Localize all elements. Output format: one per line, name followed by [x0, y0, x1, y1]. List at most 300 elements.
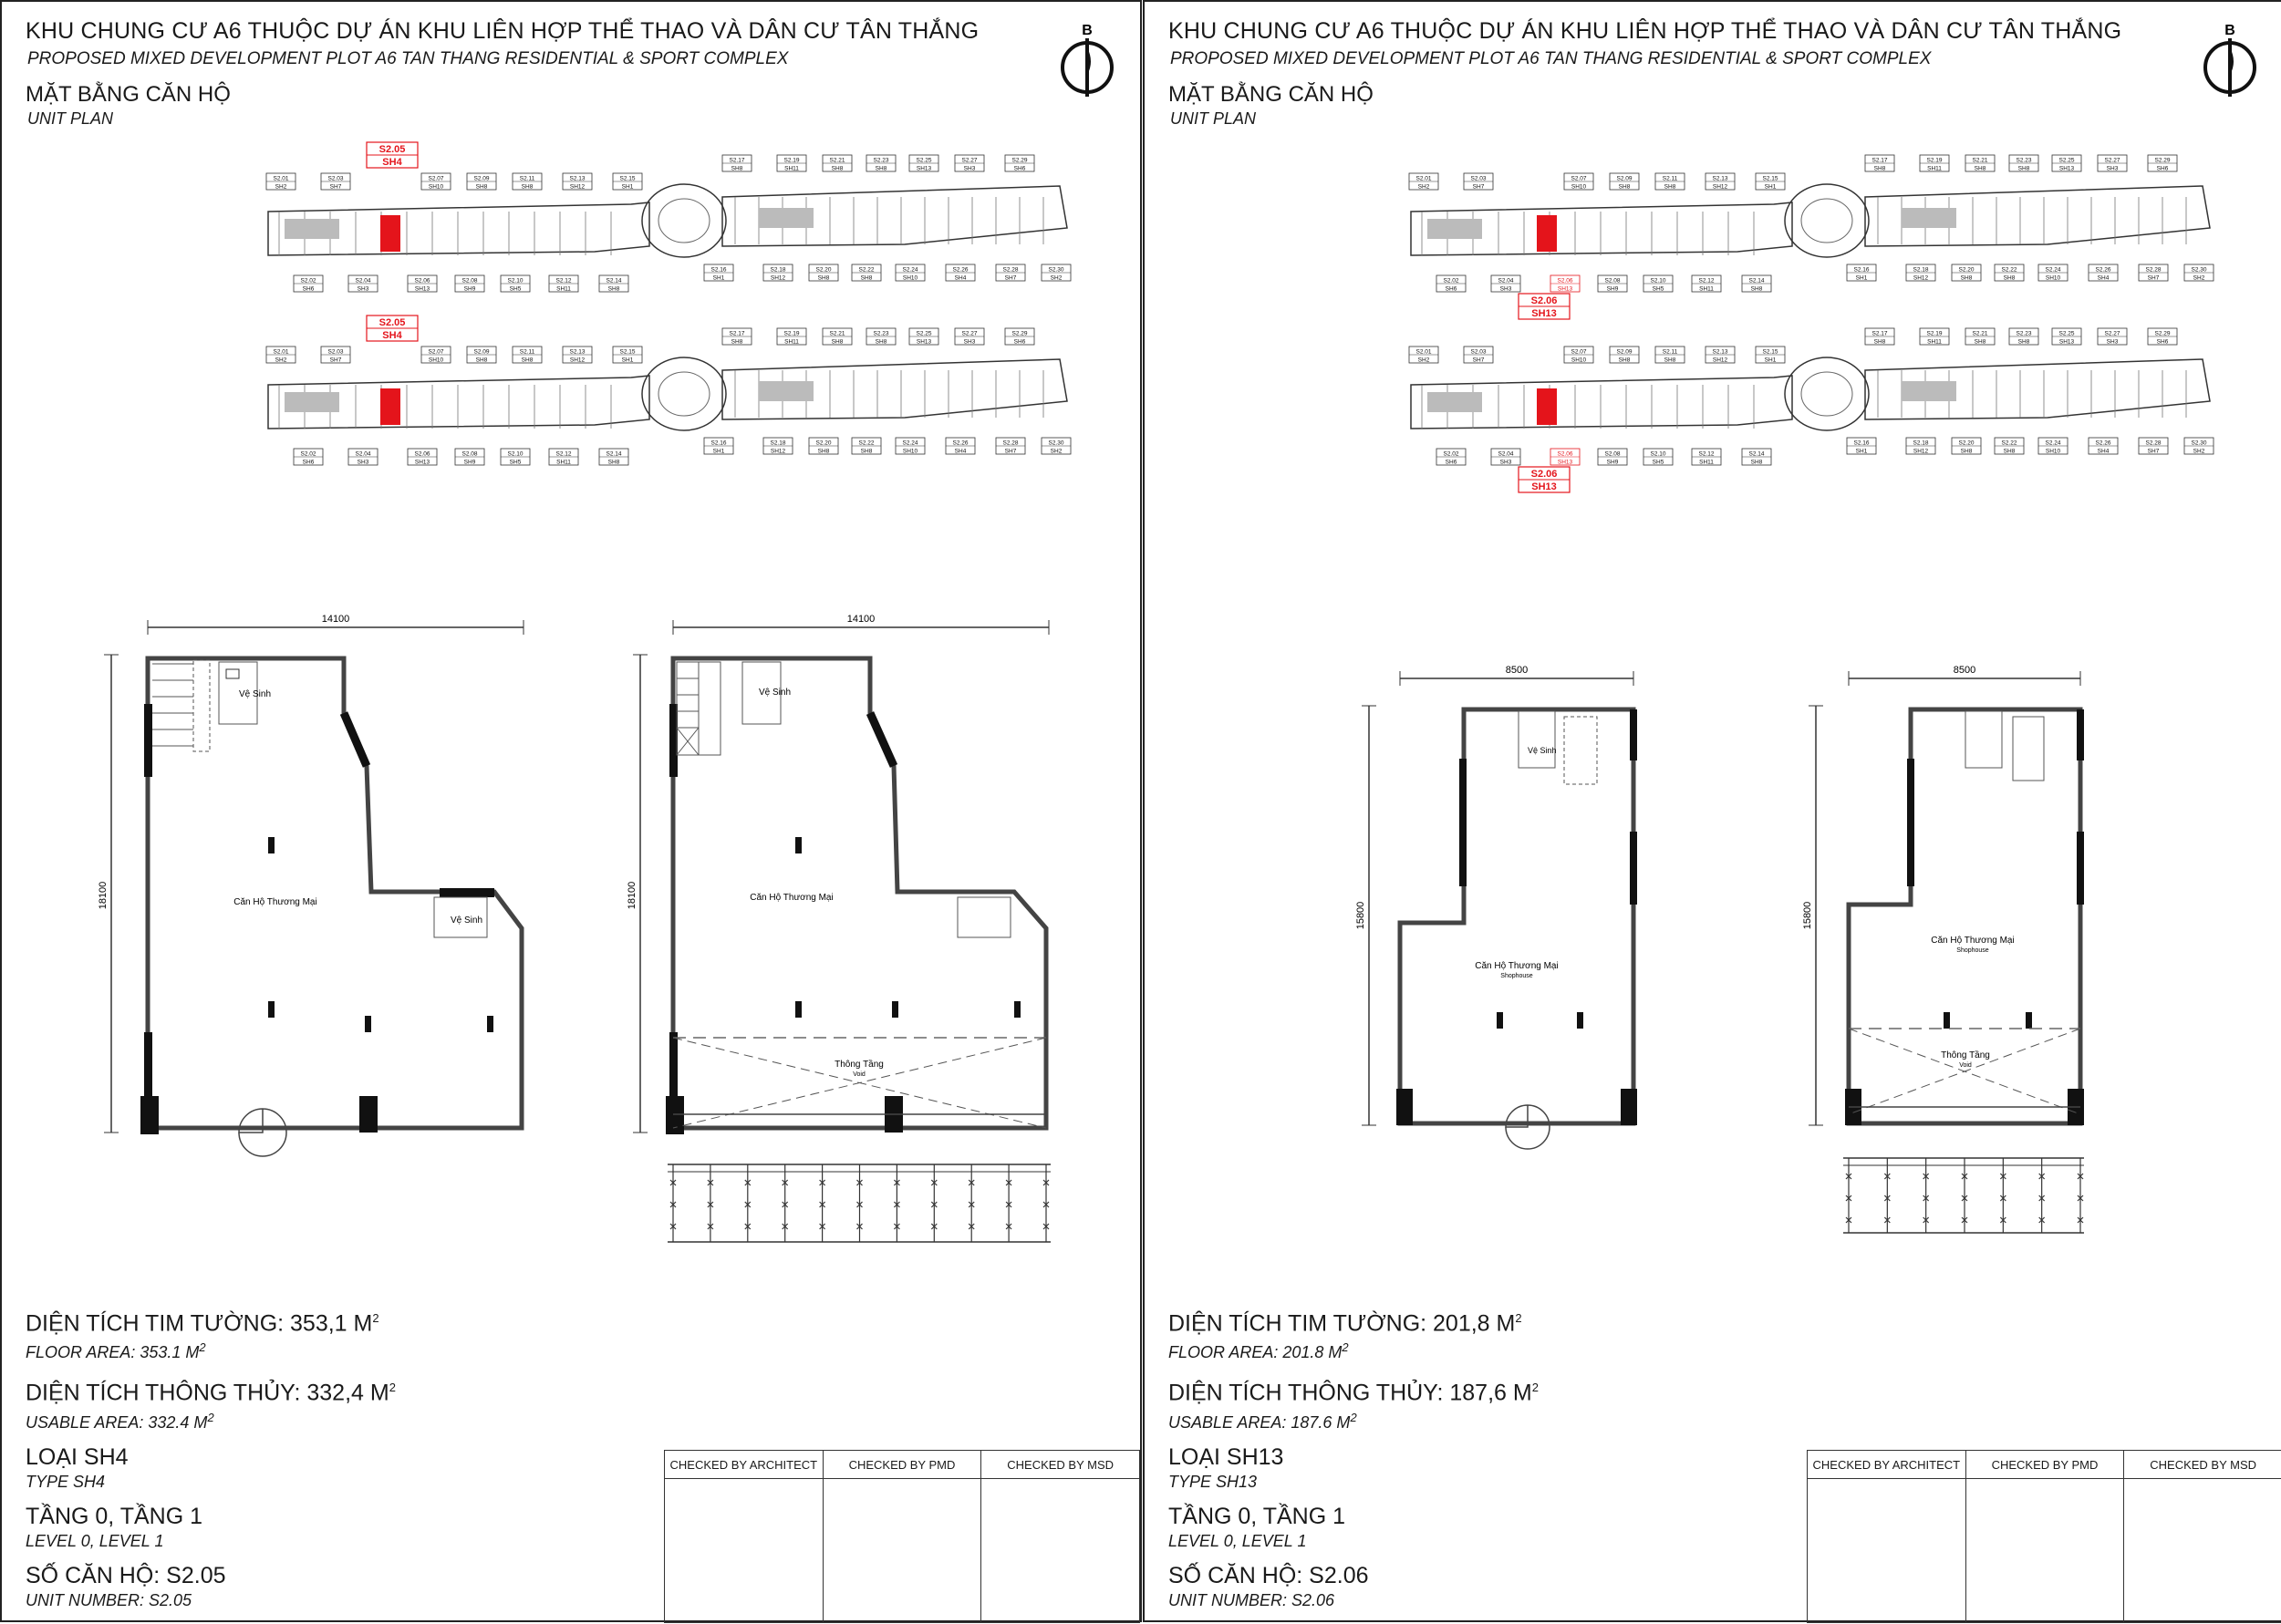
unit-tag-S2-07 — [421, 173, 451, 191]
unit-tag-code: S2.27 — [2104, 330, 2120, 337]
unit-tag-type: SH10 — [2045, 274, 2061, 282]
unit-tag-type: SH8 — [2003, 448, 2016, 455]
unit-tag-S2-17 — [722, 328, 752, 346]
sq-superscript-2: 2 — [389, 1381, 396, 1395]
unit-tag-code: S2.09 — [1616, 348, 1633, 356]
unit-tag-S2-23 — [866, 155, 896, 172]
unit-tag-code: S2.13 — [569, 348, 586, 356]
room-label-l1: Căn Hộ Thương Mại — [1931, 936, 2015, 946]
sq-superscript: 2 — [1515, 1311, 1522, 1325]
unit-tag-S2-20 — [809, 264, 838, 282]
highlight-callout — [1519, 467, 1570, 492]
unit-tag-type: SH1 — [712, 448, 725, 455]
unit-tag-type: SH8 — [475, 183, 488, 191]
unit-tag-S2-26 — [946, 264, 975, 282]
unit-tag-code: S2.30 — [2191, 440, 2207, 447]
unit-tag-code: S2.18 — [1913, 440, 1929, 447]
unit-tag-code: S2.08 — [461, 450, 478, 458]
signature-cell-pmd[interactable] — [823, 1479, 981, 1623]
unit-info — [26, 1304, 646, 1621]
unit-tag-S2-27 — [955, 328, 984, 346]
unit-tag-type: SH12 — [569, 357, 586, 364]
unit-tag-S2-21 — [1965, 328, 1995, 346]
unit-tag-type: SH1 — [621, 357, 634, 364]
unit-tag-S2-29 — [1005, 328, 1034, 346]
unit-tag-S2-21 — [1965, 155, 1995, 172]
unit-tag-S2-23 — [2009, 328, 2038, 346]
unit-tag-S2-09 — [1610, 347, 1639, 364]
unit-tag-S2-30 — [1042, 264, 1071, 282]
unit-tag-type: SH13 — [1557, 459, 1573, 466]
unit-tag-S2-20 — [1952, 264, 1981, 282]
checked-by-msd: CHECKED BY MSD — [2124, 1451, 2281, 1479]
unit-tag-code: S2.07 — [1571, 175, 1587, 182]
unit-tag-S2-10 — [1643, 275, 1673, 293]
unit-tag-code: S2.07 — [428, 348, 444, 356]
plan-level-0 — [98, 614, 524, 1156]
unit-tag-code: S2.30 — [2191, 266, 2207, 274]
unit-tag-code: S2.11 — [1662, 175, 1678, 182]
keyplan-core — [759, 208, 814, 228]
unit-tag-S2-01 — [1409, 347, 1438, 364]
north-label: B — [2224, 23, 2235, 38]
unit-tag-code: S2.19 — [1926, 157, 1943, 164]
usable-area-vn: DIỆN TÍCH THÔNG THỦY: 187,6 M — [1168, 1380, 1532, 1406]
unit-tag-type: SH8 — [521, 183, 534, 191]
unit-tag-type: SH8 — [1974, 338, 1986, 346]
unit-tag-S2-25 — [2052, 155, 2081, 172]
unit-tag-type: SH8 — [1618, 357, 1631, 364]
dimension-width: 14100 — [321, 614, 350, 625]
project-title-en: PROPOSED MIXED DEVELOPMENT PLOT A6 TAN THANG RESIDENTIAL & SPORT COMPLEX — [27, 49, 789, 68]
atrium-core — [658, 372, 710, 416]
unit-tag-S2-08 — [1598, 275, 1627, 293]
unit-tag-type: SH2 — [1050, 274, 1063, 282]
unit-tag-code: S2.20 — [815, 440, 832, 447]
dimension-width-l1: 8500 — [1953, 665, 1976, 676]
unit-tag-type: SH5 — [1652, 285, 1664, 293]
unit-tag-type: SH8 — [475, 357, 488, 364]
unit-tag-type: SH8 — [860, 448, 873, 455]
unit-tag-code: S2.01 — [273, 348, 289, 356]
section-title-vn: MẶT BẰNG CĂN HỘ — [26, 82, 231, 107]
unit-tag-S2-29 — [2148, 155, 2177, 172]
unit-tag-type: SH8 — [731, 165, 743, 172]
unit-tag-code: S2.14 — [606, 277, 622, 284]
keyplan-core — [1427, 219, 1482, 239]
unit-tag-type: SH13 — [2058, 338, 2075, 346]
unit-tag-S2-07 — [1564, 347, 1593, 364]
unit-tag-code: S2.29 — [2154, 157, 2171, 164]
unit-tag-S2-18 — [1906, 264, 1935, 282]
unit-tag-code: S2.06 — [414, 277, 430, 284]
dimension-height-l1: 18100 — [627, 881, 638, 910]
unit-tag-type: SH10 — [1571, 357, 1587, 364]
unit-tag-code: S2.15 — [1762, 348, 1778, 356]
unit-tag-type: SH2 — [275, 183, 287, 191]
unit-tag-type: SH2 — [275, 357, 287, 364]
unit-tag-code: S2.24 — [2045, 266, 2061, 274]
section-title-en: UNIT PLAN — [27, 109, 114, 128]
unit-tag-S2-28 — [996, 264, 1025, 282]
sq-superscript-2-en: 2 — [207, 1410, 214, 1424]
unit-tag-type: SH8 — [2003, 274, 2016, 282]
unit-tag-S2-06 — [1550, 449, 1580, 466]
unit-tag-type: SH13 — [1557, 285, 1573, 293]
unit-tag-type: SH7 — [1472, 357, 1485, 364]
unit-tag-code: S2.21 — [1972, 330, 1988, 337]
unit-tag-code: S2.10 — [507, 277, 524, 284]
unit-tag-code: S2.29 — [2154, 330, 2171, 337]
unit-tag-code: S2.26 — [952, 266, 969, 274]
unit-tag-type: SH2 — [1417, 183, 1430, 191]
unit-tag-S2-25 — [909, 328, 938, 346]
unit-tag-S2-04 — [348, 275, 378, 293]
sq-superscript-en: 2 — [199, 1340, 206, 1355]
unit-tag-S2-22 — [852, 264, 881, 282]
floor-area-vn: DIỆN TÍCH TIM TƯỜNG: 201,8 M — [1168, 1310, 1516, 1337]
unit-tag-code: S2.21 — [1972, 157, 1988, 164]
signature-cell-msd[interactable] — [981, 1479, 1140, 1623]
sq-superscript-2: 2 — [1531, 1381, 1539, 1395]
checked-by-architect: CHECKED BY ARCHITECT — [665, 1451, 824, 1479]
callout-type: SH4 — [382, 157, 402, 168]
unit-tag-type: SH8 — [875, 338, 887, 346]
unit-tag-S2-14 — [1742, 275, 1771, 293]
unit-tag-code: S2.01 — [1415, 175, 1432, 182]
unit-tag-S2-15 — [613, 347, 642, 364]
room-label-l1: Căn Hộ Thương Mại — [750, 893, 834, 903]
unit-tag-code: S2.25 — [916, 330, 932, 337]
unit-tag-type: SH6 — [1013, 338, 1026, 346]
unit-number-en: UNIT NUMBER: S2.06 — [1168, 1590, 1335, 1609]
unit-tag-code: S2.21 — [829, 330, 845, 337]
unit-tag-S2-19 — [777, 155, 806, 172]
unit-tag-S2-11 — [1655, 173, 1685, 191]
unit-tag-code: S2.19 — [783, 157, 800, 164]
unit-tag-code: S2.25 — [916, 157, 932, 164]
unit-tag-code: S2.29 — [1011, 330, 1028, 337]
unit-tag-S2-29 — [1005, 155, 1034, 172]
wc-label-l1: Vệ Sinh — [759, 688, 792, 698]
unit-tag-S2-08 — [455, 275, 484, 293]
signature-cell-msd[interactable] — [2124, 1479, 2281, 1623]
unit-tag-S2-13 — [563, 173, 592, 191]
checked-by-pmd: CHECKED BY PMD — [823, 1451, 981, 1479]
keyplan-floor-0 — [1409, 155, 2214, 319]
unit-tag-S2-09 — [1610, 173, 1639, 191]
dimension-height: 18100 — [98, 881, 109, 910]
wc-label: Vệ Sinh — [239, 689, 272, 699]
unit-tag-S2-11 — [1655, 347, 1685, 364]
unit-tag-type: SH3 — [357, 459, 369, 466]
unit-tag-S2-17 — [1865, 155, 1894, 172]
atrium-ring — [642, 184, 726, 257]
unit-tag-code: S2.14 — [606, 450, 622, 458]
project-title-vn: KHU CHUNG CƯ A6 THUỘC DỰ ÁN KHU LIÊN HỢP THỂ THAO VÀ DÂN CƯ TÂN THẮNG — [26, 18, 980, 44]
unit-tag-S2-16 — [704, 438, 733, 455]
unit-tag-code: S2.22 — [858, 266, 875, 274]
unit-tag-type: SH7 — [1004, 274, 1017, 282]
unit-tag-type: SH7 — [2147, 274, 2160, 282]
unit-type-en: TYPE SH4 — [26, 1472, 106, 1491]
unit-tag-type: SH3 — [2106, 338, 2119, 346]
unit-tag-S2-24 — [2038, 264, 2068, 282]
unit-tag-type: SH12 — [770, 274, 786, 282]
unit-tag-code: S2.04 — [355, 450, 371, 458]
unit-tag-S2-13 — [1706, 347, 1735, 364]
unit-tag-S2-03 — [321, 173, 350, 191]
sq-superscript-2-en: 2 — [1350, 1410, 1357, 1424]
signature-cell-architect[interactable] — [665, 1479, 824, 1623]
unit-tag-S2-16 — [1847, 264, 1876, 282]
unit-tag-code: S2.15 — [1762, 175, 1778, 182]
usable-area-en: USABLE AREA: 187.6 M — [1168, 1412, 1351, 1432]
unit-tag-code: S2.06 — [414, 450, 430, 458]
unit-tag-code: S2.04 — [355, 277, 371, 284]
highlighted-unit — [380, 388, 400, 425]
unit-tag-S2-21 — [823, 328, 852, 346]
unit-tag-S2-03 — [321, 347, 350, 364]
unit-tag-type: SH6 — [2156, 165, 2169, 172]
signature-cell-pmd[interactable] — [1965, 1479, 2124, 1623]
unit-tag-type: SH1 — [1764, 357, 1777, 364]
unit-tag-code: S2.13 — [569, 175, 586, 182]
unit-tag-code: S2.02 — [1443, 450, 1459, 458]
unit-tag-S2-22 — [852, 438, 881, 455]
unit-tag-code: S2.16 — [1853, 440, 1870, 447]
keyplan-core — [285, 219, 339, 239]
unit-tag-type: SH11 — [556, 285, 571, 293]
unit-tag-S2-12 — [549, 449, 578, 466]
unit-tag-S2-24 — [2038, 438, 2068, 455]
unit-tag-type: SH8 — [1750, 459, 1763, 466]
unit-tag-S2-19 — [1920, 328, 1949, 346]
approval-table — [664, 1450, 1140, 1623]
unit-tag-type: SH9 — [463, 285, 476, 293]
unit-tag-code: S2.28 — [1002, 266, 1019, 274]
unit-tag-code: S2.06 — [1557, 450, 1573, 458]
unit-tag-S2-17 — [1865, 328, 1894, 346]
keyplan-core — [1902, 208, 1956, 228]
unit-tag-type: SH12 — [1712, 357, 1728, 364]
approval-table — [1807, 1450, 2281, 1623]
unit-tag-code: S2.20 — [1958, 440, 1975, 447]
unit-tag-type: SH9 — [1606, 459, 1619, 466]
atrium-core — [658, 199, 710, 243]
highlighted-unit — [1537, 388, 1557, 425]
sq-superscript: 2 — [372, 1311, 379, 1325]
unit-tag-type: SH10 — [428, 183, 444, 191]
unit-tag-S2-09 — [467, 347, 496, 364]
unit-tag-type: SH2 — [1050, 448, 1063, 455]
unit-tag-S2-27 — [955, 155, 984, 172]
unit-tag-code: S2.22 — [2001, 266, 2017, 274]
unit-tag-code: S2.11 — [519, 348, 535, 356]
unit-tag-type: SH8 — [1974, 165, 1986, 172]
unit-tag-type: SH8 — [1873, 338, 1886, 346]
signature-cell-architect[interactable] — [1808, 1479, 1966, 1623]
unit-tag-code: S2.02 — [300, 450, 316, 458]
callout-code: S2.06 — [1530, 469, 1558, 480]
unit-tag-S2-30 — [2184, 264, 2214, 282]
unit-tag-type: SH13 — [916, 165, 932, 172]
unit-tag-S2-02 — [1436, 275, 1466, 293]
unit-tag-type: SH8 — [1960, 448, 1973, 455]
unit-tag-S2-28 — [996, 438, 1025, 455]
unit-tag-type: SH4 — [2097, 448, 2110, 455]
unit-tag-type: SH8 — [1618, 183, 1631, 191]
plan-level-1 — [627, 614, 1051, 1242]
void-sub: Void — [853, 1071, 866, 1078]
unit-tag-code: S2.22 — [2001, 440, 2017, 447]
unit-level-vn: TẦNG 0, TẦNG 1 — [1168, 1503, 1346, 1529]
unit-tag-S2-14 — [599, 449, 628, 466]
unit-tag-S2-25 — [909, 155, 938, 172]
unit-tag-S2-28 — [2139, 438, 2168, 455]
usable-area-en: USABLE AREA: 332.4 M — [26, 1412, 208, 1432]
unit-tag-S2-06 — [408, 449, 437, 466]
unit-tag-type: SH12 — [1913, 448, 1929, 455]
unit-tag-code: S2.19 — [1926, 330, 1943, 337]
unit-tag-type: SH9 — [463, 459, 476, 466]
unit-tag-type: SH3 — [963, 165, 976, 172]
unit-tag-S2-29 — [2148, 328, 2177, 346]
unit-tag-code: S2.16 — [710, 440, 727, 447]
unit-tag-code: S2.18 — [770, 440, 786, 447]
unit-tag-code: S2.30 — [1048, 266, 1064, 274]
unit-tag-type: SH10 — [2045, 448, 2061, 455]
highlighted-unit — [1537, 215, 1557, 252]
highlight-callout — [1519, 294, 1570, 319]
unit-tag-S2-23 — [2009, 155, 2038, 172]
unit-tag-type: SH7 — [329, 357, 342, 364]
unit-tag-code: S2.15 — [619, 348, 636, 356]
unit-tag-S2-01 — [266, 347, 295, 364]
unit-tag-code: S2.20 — [815, 266, 832, 274]
unit-tag-S2-15 — [613, 173, 642, 191]
unit-tag-S2-07 — [1564, 173, 1593, 191]
unit-tag-S2-04 — [348, 449, 378, 466]
unit-tag-type: SH7 — [329, 183, 342, 191]
unit-tag-type: SH1 — [1764, 183, 1777, 191]
unit-tag-S2-06 — [1550, 275, 1580, 293]
unit-tag-type: SH11 — [1699, 459, 1714, 466]
keyplan-floor-1 — [1409, 328, 2214, 492]
unit-tag-code: S2.07 — [428, 175, 444, 182]
unit-tag-type: SH6 — [1013, 165, 1026, 172]
unit-tag-code: S2.28 — [2145, 440, 2162, 447]
room-sub-l1: Shophouse — [1956, 947, 1989, 954]
unit-tag-code: S2.17 — [729, 330, 745, 337]
keyplan-floor-1 — [266, 315, 1071, 466]
unit-tag-code: S2.02 — [300, 277, 316, 284]
room-label: Căn Hộ Thương Mại — [233, 897, 317, 907]
unit-tag-type: SH11 — [784, 165, 799, 172]
unit-tag-code: S2.16 — [710, 266, 727, 274]
unit-tag-type: SH3 — [357, 285, 369, 293]
unit-tag-type: SH8 — [875, 165, 887, 172]
unit-tag-code: S2.08 — [1604, 450, 1621, 458]
unit-tag-S2-18 — [1906, 438, 1935, 455]
unit-tag-code: S2.04 — [1498, 277, 1514, 284]
unit-tag-type: SH13 — [414, 459, 430, 466]
unit-tag-code: S2.14 — [1748, 450, 1765, 458]
north-label: B — [1082, 23, 1093, 38]
unit-tag-type: SH12 — [1712, 183, 1728, 191]
unit-tag-type: SH10 — [902, 274, 918, 282]
checked-by-pmd: CHECKED BY PMD — [1965, 1451, 2124, 1479]
unit-tag-type: SH8 — [607, 459, 620, 466]
unit-tag-S2-14 — [1742, 449, 1771, 466]
unit-tag-S2-16 — [704, 264, 733, 282]
unit-tag-S2-27 — [2098, 155, 2127, 172]
unit-tag-type: SH8 — [521, 357, 534, 364]
unit-tag-type: SH11 — [556, 459, 571, 466]
unit-tag-type: SH1 — [1855, 274, 1868, 282]
unit-tag-S2-12 — [1692, 449, 1721, 466]
unit-tag-type: SH8 — [1750, 285, 1763, 293]
unit-tag-type: SH1 — [1855, 448, 1868, 455]
plan-level-0 — [1355, 665, 1637, 1149]
unit-tag-code: S2.28 — [1002, 440, 1019, 447]
unit-tag-code: S2.19 — [783, 330, 800, 337]
unit-tag-code: S2.12 — [555, 450, 572, 458]
unit-tag-S2-26 — [2089, 264, 2118, 282]
floor-area-en: FLOOR AREA: 201.8 M — [1168, 1343, 1343, 1362]
unit-tag-type: SH8 — [731, 338, 743, 346]
unit-tag-code: S2.10 — [1650, 450, 1666, 458]
unit-tag-S2-10 — [501, 275, 530, 293]
unit-tag-code: S2.17 — [1871, 157, 1888, 164]
unit-tag-type: SH13 — [414, 285, 430, 293]
unit-tag-S2-20 — [1952, 438, 1981, 455]
void-sub: Void — [1959, 1062, 1972, 1069]
unit-tag-code: S2.29 — [1011, 157, 1028, 164]
unit-tag-S2-22 — [1995, 438, 2024, 455]
unit-tag-S2-03 — [1464, 173, 1493, 191]
unit-tag-S2-13 — [1706, 173, 1735, 191]
unit-tag-code: S2.23 — [873, 157, 889, 164]
unit-tag-type: SH7 — [2147, 448, 2160, 455]
unit-tag-code: S2.09 — [1616, 175, 1633, 182]
unit-tag-code: S2.18 — [1913, 266, 1929, 274]
unit-tag-type: SH8 — [1664, 183, 1676, 191]
unit-type-vn: LOẠI SH4 — [26, 1443, 129, 1470]
unit-tag-type: SH6 — [302, 285, 315, 293]
unit-tag-code: S2.18 — [770, 266, 786, 274]
keyplan-core — [759, 381, 814, 401]
unit-tag-code: S2.01 — [1415, 348, 1432, 356]
checked-by-architect: CHECKED BY ARCHITECT — [1808, 1451, 1966, 1479]
atrium-ring — [1785, 184, 1869, 257]
unit-tag-type: SH12 — [770, 448, 786, 455]
unit-tag-code: S2.23 — [2016, 157, 2032, 164]
unit-tag-S2-26 — [946, 438, 975, 455]
unit-tag-type: SH11 — [784, 338, 799, 346]
callout-code: S2.06 — [1530, 295, 1558, 306]
room-sub: Shophouse — [1500, 973, 1533, 979]
unit-tag-type: SH2 — [2193, 274, 2205, 282]
unit-tag-code: S2.21 — [829, 157, 845, 164]
unit-tag-code: S2.25 — [2058, 330, 2075, 337]
unit-tag-type: SH5 — [1652, 459, 1664, 466]
unit-number-vn: SỐ CĂN HỘ: S2.06 — [1168, 1562, 1369, 1588]
callout-type: SH13 — [1531, 481, 1557, 492]
unit-level-vn: TẦNG 0, TẦNG 1 — [26, 1503, 203, 1529]
unit-tag-type: SH10 — [902, 448, 918, 455]
unit-tag-type: SH8 — [817, 274, 830, 282]
